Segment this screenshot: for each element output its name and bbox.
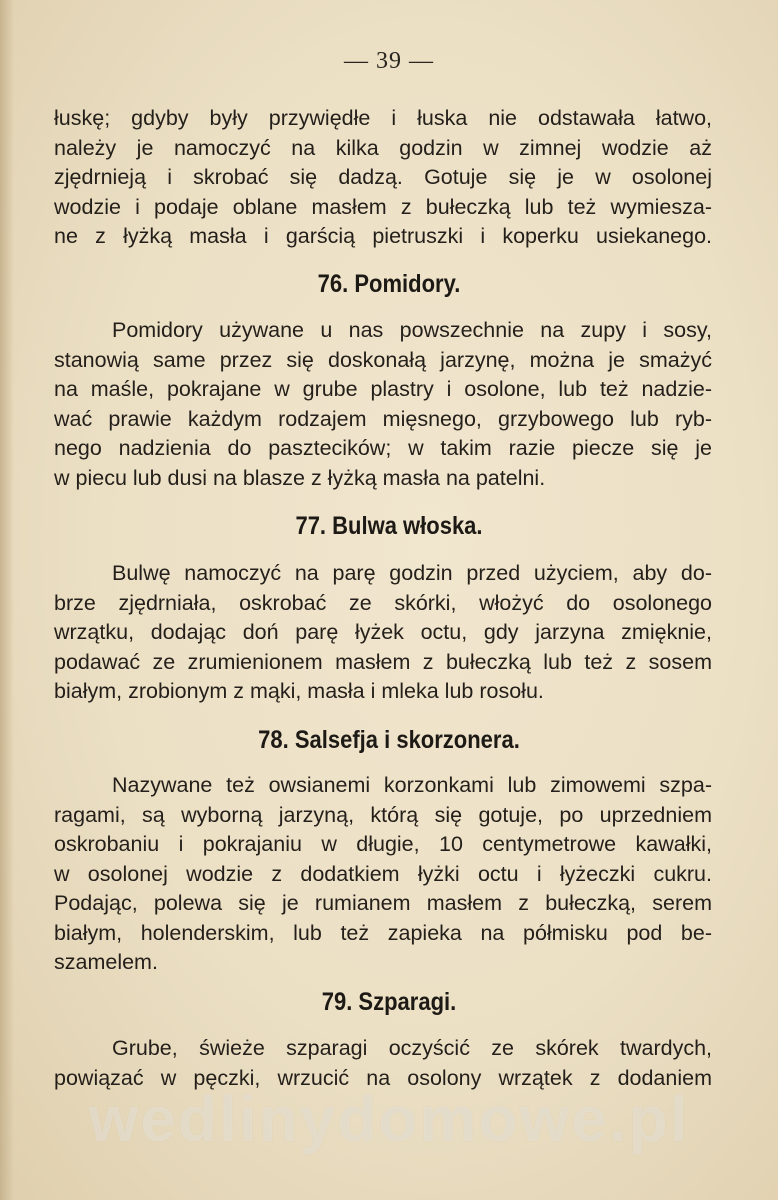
intro-paragraph	[54, 104, 712, 252]
paragraph-line: wrzątku, dodając doń parę łyżek octu, gdy jarzyna zmięknie,	[54, 620, 712, 644]
watermark: wedlinydomowe.pl	[88, 1083, 690, 1155]
section-heading-bulwa-wloska: 77. Bulwa włoska.	[295, 512, 483, 540]
paragraph-line: powiązać w pęczki, wrzucić na osolony wrzątek z dodaniem	[54, 1065, 712, 1090]
section-heading-pomidory: 76. Pomidory.	[317, 270, 461, 298]
paragraph-line: należy je namoczyć na kilka godzin w zimnej wodzie aż	[54, 135, 712, 160]
paragraph-line: ragami, są wyborną jarzyną, którą się gotuje, po uprzedniem	[54, 802, 712, 827]
paragraph-line: podawać ze zrumienionem masłem z bułeczką lub też z sosem	[54, 649, 712, 674]
section-heading-szparagi: 79. Szparagi.	[321, 988, 457, 1016]
paragraph-line: w piecu lub dusi na blasze z łyżką masła na patelni.	[54, 465, 546, 490]
page-edge-shadow	[0, 0, 14, 1200]
paragraph-line: Bulwę namoczyć na parę godzin przed użyciem, aby do-	[112, 561, 712, 585]
paragraph-line: wodzie i podaje oblane masłem z bułeczką lub też wymiesza-	[54, 194, 712, 219]
paragraph-line: białym, holenderskim, lub też zapieka na półmisku pod be-	[54, 920, 712, 945]
paragraph-line: na maśle, pokrajane w grube plastry i osolone, lub też nadzie-	[54, 377, 712, 401]
paragraph-line: zjędrnieją i skrobać się dadzą. Gotuje się je w osolonej	[54, 165, 712, 189]
section-body-bulwa-wloska	[54, 559, 712, 707]
paragraph-line: Pomidory używane u nas powszechnie na zupy i sosy,	[112, 318, 712, 342]
paragraph-line: w osolonej wodzie z dodatkiem łyżki octu i łyżeczki cukru.	[54, 861, 712, 886]
paragraph-line: stanowią same przez się doskonałą jarzynę, można je smażyć	[54, 347, 712, 372]
paragraph-line: brze zjędrniała, oskrobać ze skórki, włożyć do osolonego	[54, 590, 712, 615]
paragraph-line: nego nadzienia do pasztecików; w takim razie piecze się je	[54, 436, 712, 460]
paragraph-line: Podając, polewa się je rumianem masłem z bułeczką, serem	[54, 891, 712, 915]
paragraph-line: oskrobaniu i pokrajaniu w długie, 10 centymetrowe kawałki,	[54, 832, 712, 856]
paragraph-line: ne z łyżką masła i garścią pietruszki i koperku usiekanego.	[54, 224, 712, 248]
paragraph-line: wać prawie każdym rodzajem mięsnego, grzybowego lub ryb-	[54, 406, 712, 431]
paragraph-line: białym, zrobionym z mąki, masła i mleka lub rosołu.	[54, 679, 544, 703]
paragraph-line: Grube, świeże szparagi oczyścić ze skórek twardych,	[112, 1036, 712, 1060]
section-heading-salsefja: 78. Salsefja i skorzonera.	[258, 726, 520, 754]
section-body-pomidory	[54, 316, 712, 493]
section-body-szparagi	[54, 1034, 712, 1093]
paragraph-line: szamelem.	[54, 950, 158, 974]
paragraph-line: Nazywane też owsianemi korzonkami lub zimowemi szpa-	[112, 773, 712, 797]
paragraph-line: łuskę; gdyby były przywiędłe i łuska nie odstawała łatwo,	[54, 106, 712, 130]
section-body-salsefja	[54, 771, 712, 978]
page-number: — 39 —	[344, 48, 434, 74]
